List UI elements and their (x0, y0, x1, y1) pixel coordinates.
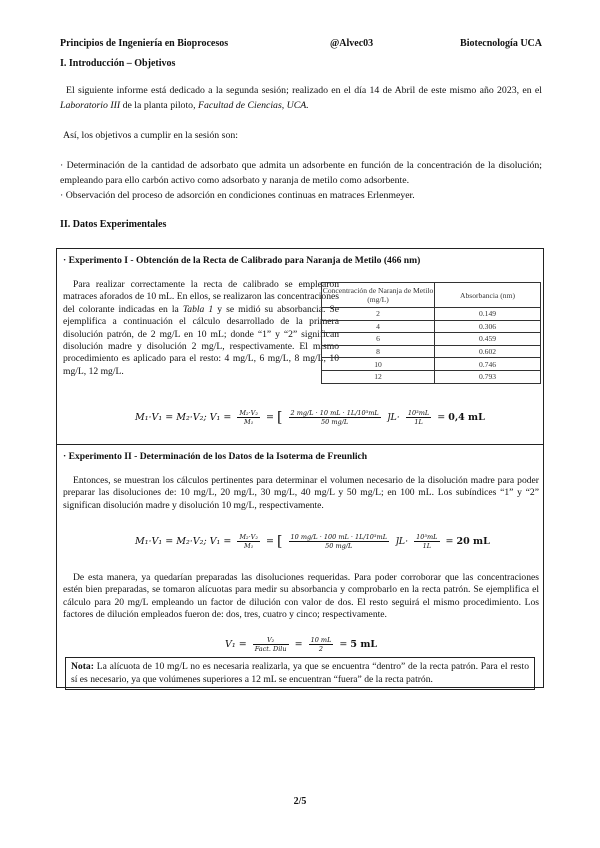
experiments-box (56, 248, 544, 688)
header-degree: Biotecnología UCA (460, 38, 542, 49)
table-header-absorbance: Absorbancia (nm) (435, 283, 541, 308)
exp2-eq1-frac3: $\frac{\text{10³mL}}{1L}$ (416, 533, 438, 550)
header-author: @Alvec03 (330, 38, 374, 49)
table-row (322, 320, 541, 333)
exp2-eq2-lhs: V₁ = (225, 639, 247, 650)
objectives-lead: Así, los objetivos a cumplir en la sesión son: (63, 130, 238, 141)
exp2-equation-1: M₁·V₁ = M₂·V₂; V₁ = $\frac{\text{M₂·V₂}}{\text{M₁}}$ = [ $\frac{\text{10 mg/L · 100 mL · 1L/10³mL}}{50 mg/L}$ ]L· $\frac{\text{10³mL}}{1L}$ = 20 mL (135, 533, 490, 550)
table-cell-concentration: 8 (322, 345, 435, 358)
objective-item-1: · Determinación de la cantidad de adsorbato que admita un adsorbente en función de la concentración de la disolución; empleando para ello carbón activo como adsorbato y naranja de metilo como adsorbente. (60, 160, 542, 186)
table-cell-absorbance: 0.459 (435, 333, 541, 346)
intro-text-a: El siguiente informe está dedicado a la segunda sesión; realizado en el día 14 de Abril de este mismo año 2023, en el (66, 85, 542, 96)
box-divider (57, 444, 543, 445)
calibration-table (321, 282, 541, 384)
exp2-paragraph-1: Entonces, se muestran los cálculos pertinentes para determinar el volumen necesario de la disolución madre para poder preparar las disoluciones de: 10 mg/L, 20 mg/L, 30 mg/L, 40 mg/L y 50 mg/L; en 100 mL. Los subíndices “1” y “2” significan disolución madre y disolución 10 mg/L, respectivamente. (63, 475, 539, 511)
note-text: La alícuota de 10 mg/L no es necesaria realizarla, ya que se encuentra “dentro” de la recta patrón. Para el resto sí es necesario, ya que volúmenes superiores a 12 mL se encuentran “fuera” de la recta patrón. (71, 661, 529, 685)
exp1-equation: M₁·V₁ = M₂·V₂; V₁ = $\frac{\text{M₂·V₂}}{\text{M₁}}$ = [ $\frac{\text{2 mg/L · 10 mL · 1L/10³mL}}{50 mg/L}$ ]L· $\frac{\text{10³mL}}{1L}$ = 0,4 mL (135, 409, 485, 426)
table-cell-absorbance: 0.793 (435, 370, 541, 383)
table-header-concentration: Concentración de Naranja de Metilo (mg/L) (322, 283, 435, 308)
exp1-title: · Experimento I - Obtención de la Recta de Calibrado para Naranja de Metilo (466 nm) (63, 255, 421, 266)
exp2-eq1-lhs: M₁·V₁ = M₂·V₂; V₁ = (135, 536, 232, 547)
table-header-row (322, 283, 541, 308)
exp1-text-b: y se midió su absorbancia. Se ejemplifica a continuación el cálculo desarrollado de la primera disolución patrón, de 2 mg/L en 10 mL; donde “1” y “2” significan disolución madre y disolución 2 mg/L, respectivamente. El mismo procedimiento es aplicado para el resto: 4 mg/L, 6 mg/L, 8 mg/L, 10 mg/L, 12 mg/L. (63, 303, 339, 377)
exp1-eq-lhs: M₁·V₁ = M₂·V₂; V₁ = (135, 412, 232, 423)
table-row (322, 370, 541, 383)
exp2-eq2-frac2: $\frac{10 mL}{2}$ (310, 636, 332, 653)
exp1-eq-frac1: $\frac{\text{M₂·V₂}}{\text{M₁}}$ (239, 409, 258, 426)
intro-paragraph (60, 83, 542, 113)
table-row (322, 333, 541, 346)
table-cell-concentration: 4 (322, 320, 435, 333)
table-cell-concentration: 6 (322, 333, 435, 346)
exp2-paragraph-2: De esta manera, ya quedarían preparadas las disoluciones requeridas. Para poder corroborar que las concentraciones estén bien preparadas, se tomaron alícuotas para medir su absorbancia y comprobarlo en la recta patrón. Se ejemplifica el cálculo para 20 mg/L empleando un factor de dilución con valor de dos. El resto seguirá el mismo procedimiento. Los factores de dilución empleados fueron de: dos, tres, cuatro y cinco; respectivamente. (63, 572, 539, 621)
exp2-eq2-frac1: $\frac{\text{V₂}}{\text{Fact. Dilu}}$ (254, 636, 287, 653)
exp2-title: · Experimento II - Determinación de los Datos de la Isoterma de Freunlich (63, 451, 368, 462)
table-cell-concentration: 12 (322, 370, 435, 383)
objective-item-2: · Observación del proceso de adsorción en condiciones continuas en matraces Erlenmeyer. (60, 190, 415, 201)
table-cell-absorbance: 0.149 (435, 308, 541, 321)
note-label: Nota: (71, 661, 94, 672)
section-title-intro: I. Introducción – Objetivos (60, 58, 176, 69)
exp1-text-a: Para realizar correctamente la recta de calibrado se emplearon matraces aforados de 10 mL. En ellos, se realizaron las concentraciones del colorante indicadas en la (63, 279, 339, 315)
intro-faculty: Facultad de Ciencias, UCA. (197, 100, 309, 111)
exp2-equation-2: V₁ = $\frac{\text{V₂}}{\text{Fact. Dilu}}$ = $\frac{10 mL}{2}$ = 5 mL (225, 636, 378, 653)
header-course: Principios de Ingeniería en Bioprocesos (60, 38, 229, 49)
exp2-eq1-mid: ]L· (395, 536, 409, 547)
table-row (322, 358, 541, 371)
section-title-data: II. Datos Experimentales (60, 219, 167, 230)
exp1-eq-result: 0,4 mL (448, 412, 485, 423)
exp1-eq-mid: ]L· (386, 412, 400, 423)
intro-lab: Laboratorio III (60, 100, 121, 111)
intro-text-b: de la planta piloto, (120, 100, 198, 111)
table-cell-concentration: 2 (322, 308, 435, 321)
exp1-eq-frac3: $\frac{\text{10³mL}}{1L}$ (407, 409, 430, 426)
exp2-eq1-result: 20 mL (456, 536, 490, 547)
table-cell-absorbance: 0.602 (435, 345, 541, 358)
table-row (322, 345, 541, 358)
exp2-eq1-frac1: $\frac{\text{M₂·V₂}}{\text{M₁}}$ (239, 533, 258, 550)
table-cell-absorbance: 0.306 (435, 320, 541, 333)
exp2-eq1-frac2: $\frac{\text{10 mg/L · 100 mL · 1L/10³mL}}{50 mg/L}$ (290, 533, 388, 550)
table-cell-concentration: 10 (322, 358, 435, 371)
note-box (65, 657, 535, 690)
table-row (322, 308, 541, 321)
exp1-table-ref: Tabla 1 (182, 303, 214, 315)
exp1-paragraph (63, 279, 339, 378)
table-cell-absorbance: 0.746 (435, 358, 541, 371)
exp2-eq2-result: 5 mL (350, 639, 378, 650)
page-number: 2/5 (293, 796, 307, 807)
exp1-eq-frac2: $\frac{\text{2 mg/L · 10 mL · 1L/10³mL}}{50 mg/L}$ (290, 409, 379, 426)
